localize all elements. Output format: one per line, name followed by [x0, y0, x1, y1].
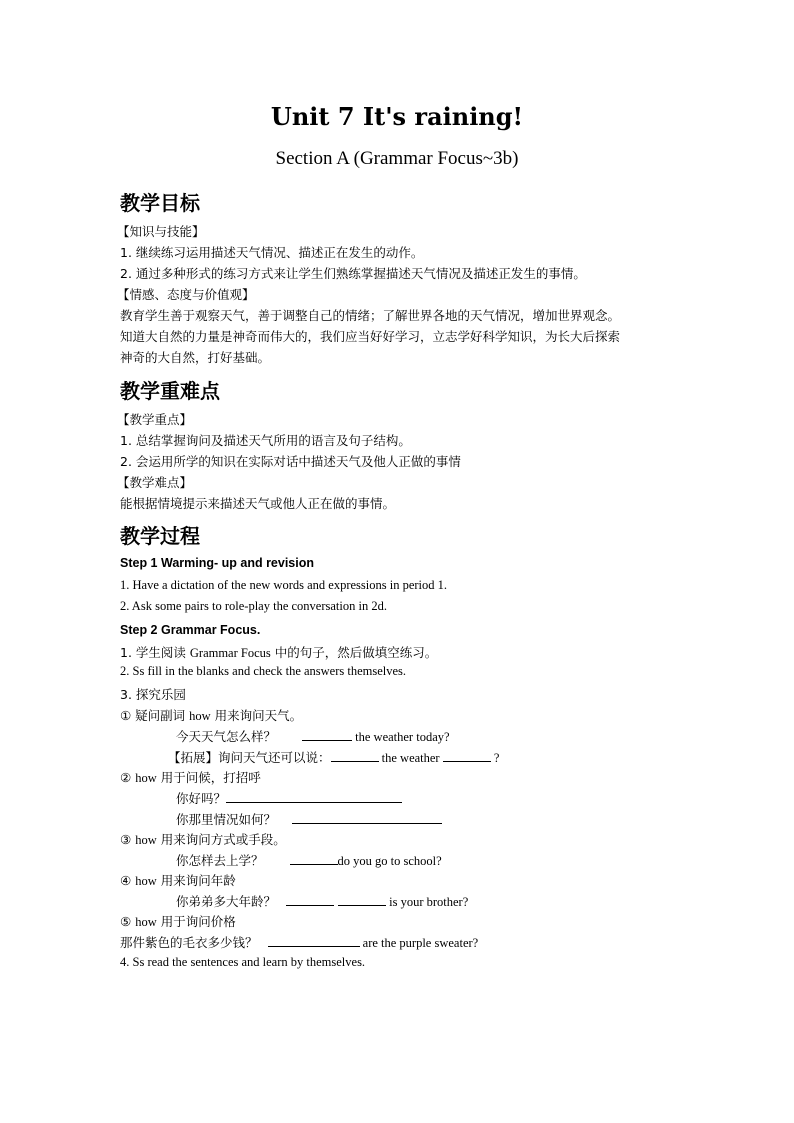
emotion-line-3: 神奇的大自然，打好基础。	[120, 350, 271, 365]
emotion-label: 【情感、态度与价值观】	[117, 287, 255, 302]
how-item-1	[120, 706, 302, 724]
how-item-5-question-1	[120, 933, 478, 951]
how-item-1-q2-en: the weather	[378, 751, 443, 765]
how-item-5-desc: 用于询问价格	[156, 914, 236, 929]
how-item-1-q1-cn: 今天天气怎么样？	[176, 729, 277, 744]
how-item-2-question-2	[176, 810, 442, 828]
keypoints-heading: 教学重难点	[120, 379, 220, 403]
how-item-3	[120, 830, 286, 848]
how-item-4-how: how	[135, 874, 157, 888]
how-item-5	[120, 912, 236, 930]
answer-blank[interactable]	[268, 934, 360, 947]
how-item-3-question-1	[176, 851, 442, 869]
answer-blank[interactable]	[443, 749, 491, 762]
answer-blank[interactable]	[292, 811, 442, 824]
how-item-2-prefix: ②	[120, 770, 136, 785]
how-item-1-question-2	[168, 748, 499, 766]
how-item-5-q1-en: are the purple sweater?	[359, 936, 479, 950]
step2-item-1	[120, 643, 437, 661]
focus-item-1: 1. 总结掌握询问及描述天气所用的语言及句子结构。	[120, 433, 411, 448]
answer-blank[interactable]	[302, 728, 352, 741]
how-item-1-how: how	[189, 709, 211, 723]
knowledge-label: 【知识与技能】	[117, 224, 205, 239]
step2-item-1-en: Grammar Focus	[189, 646, 271, 660]
step1-item-1: 1. Have a dictation of the new words and expressions in period 1.	[120, 578, 448, 592]
how-item-3-how: how	[135, 833, 157, 847]
focus-label: 【教学重点】	[117, 412, 193, 427]
how-item-1-q1-en: the weather today?	[352, 730, 450, 744]
how-item-4	[120, 871, 236, 889]
how-item-3-desc: 用来询问方式或手段。	[156, 832, 286, 847]
how-item-1-question-1	[176, 727, 450, 745]
how-item-2-question-1	[176, 789, 402, 807]
page-subtitle: Section A (Grammar Focus~3b)	[275, 148, 519, 169]
how-item-4-q1-en: is your brother?	[386, 895, 469, 909]
how-item-1-q2-end: ?	[490, 751, 500, 765]
how-item-3-prefix: ③	[120, 832, 136, 847]
how-item-3-q1-cn: 你怎样去上学？	[176, 853, 264, 868]
how-item-4-desc: 用来询问年龄	[156, 873, 236, 888]
how-item-1-desc: 用来询问天气。	[210, 708, 303, 723]
focus-item-2: 2. 会运用所学的知识在实际对话中描述天气及他人正做的事情	[120, 454, 461, 469]
difficulty-label: 【教学难点】	[117, 475, 193, 490]
how-item-3-q1-en: do you go to school?	[337, 854, 442, 868]
how-item-5-how: how	[135, 915, 157, 929]
how-item-5-prefix: ⑤	[120, 914, 136, 929]
answer-blank[interactable]	[338, 893, 386, 906]
how-item-4-prefix: ④	[120, 873, 136, 888]
how-item-2	[120, 768, 261, 786]
step2-item-3: 3. 探究乐园	[120, 687, 186, 702]
knowledge-item-1: 1. 继续练习运用描述天气情况、描述正在发生的动作。	[120, 245, 424, 260]
how-item-2-q2-cn: 你那里情况如何？	[176, 812, 277, 827]
answer-blank[interactable]	[290, 852, 338, 865]
step2-item-4: 4. Ss read the sentences and learn by themselves.	[120, 955, 366, 969]
how-item-2-q1-cn: 你好吗？	[176, 791, 227, 806]
emotion-line-2: 知道大自然的力量是神奇而伟大的，我们应当好好学习，立志学好科学知识，为长大后探索	[120, 329, 621, 344]
step2-item-2: 2. Ss fill in the blanks and check the answers themselves.	[120, 664, 407, 678]
how-item-5-q1-cn: 那件紫色的毛衣多少钱？	[120, 935, 258, 950]
how-item-2-how: how	[135, 771, 157, 785]
how-item-4-q1-cn: 你弟弟多大年龄？	[176, 894, 277, 909]
how-item-2-desc: 用于问候，打招呼	[156, 770, 261, 785]
how-item-4-question-1	[176, 892, 468, 910]
answer-blank[interactable]	[226, 790, 402, 803]
answer-blank[interactable]	[286, 893, 334, 906]
knowledge-item-2: 2. 通过多种形式的练习方式来让学生们熟练掌握描述天气情况及描述正发生的事情。	[120, 266, 586, 281]
objectives-heading: 教学目标	[120, 191, 200, 215]
step2-title: Step 2 Grammar Focus.	[120, 623, 261, 637]
page-title: Unit 7 It's raining!	[270, 102, 524, 131]
step1-item-2: 2. Ask some pairs to role-play the conversation in 2d.	[120, 599, 387, 613]
how-item-1-q2-cn: 【拓展】询问天气还可以说：	[168, 750, 331, 765]
how-item-1-prefix: ① 疑问副词	[120, 708, 190, 723]
difficulty-item-1: 能根据情境提示来描述天气或他人正在做的事情。	[120, 496, 396, 511]
step2-item-1-cn-b: 中的句子，然后做填空练习。	[270, 645, 438, 660]
process-heading: 教学过程	[120, 524, 200, 548]
emotion-line-1: 教育学生善于观察天气，善于调整自己的情绪；了解世界各地的天气情况，增加世界观念。	[120, 308, 621, 323]
step1-title: Step 1 Warming- up and revision	[120, 556, 315, 570]
step2-item-1-cn-a: 1. 学生阅读	[120, 645, 190, 660]
answer-blank[interactable]	[331, 749, 379, 762]
